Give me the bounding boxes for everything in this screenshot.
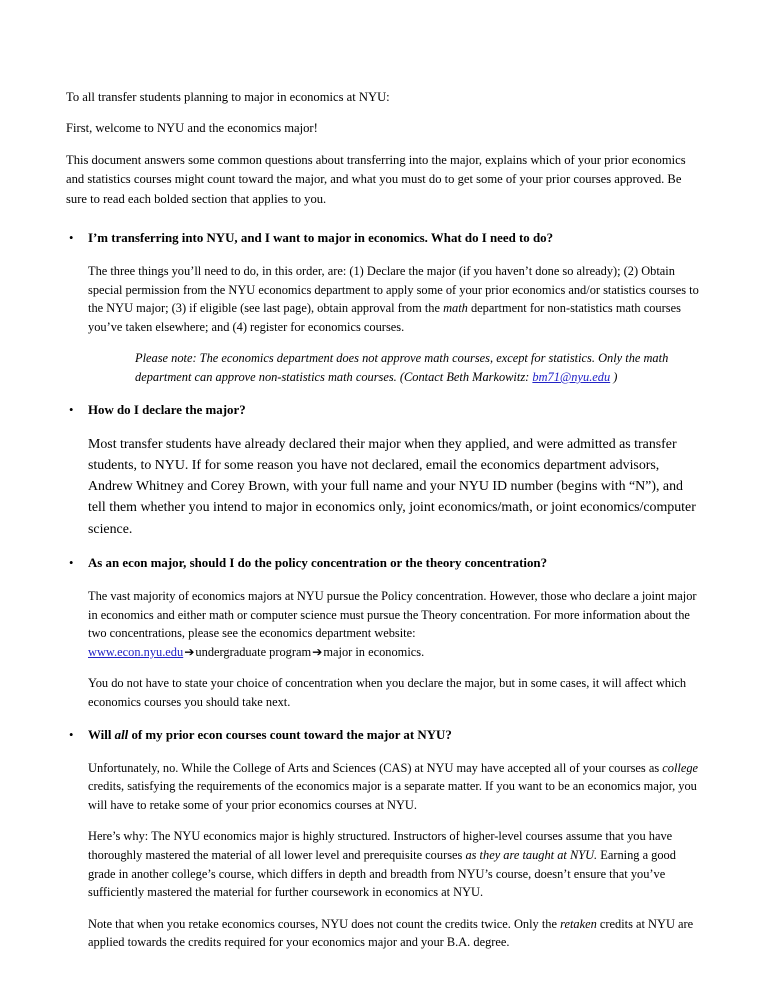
para1-text-post: credits, satisfying the requirements of the economics major is a separate matter. If you want to be an economics major, you will have to retake some of your prior economics courses at NYU. — [88, 779, 697, 812]
bullet-icon: • — [69, 231, 74, 246]
intro-line-1: To all transfer students planning to major in economics at NYU: — [66, 90, 390, 104]
paragraph-heres-why — [88, 827, 702, 901]
section-body-concentration — [88, 587, 702, 712]
para3-text-pre: Note that when you retake economics courses, NYU does not count the credits twice. Only the — [88, 916, 561, 931]
paragraph-three-things — [88, 262, 702, 336]
paragraph-text-part-2: department for non-statistics math courses you’ve taken elsewhere; and (4) register for economics courses. — [88, 301, 681, 334]
section-policy-or-theory — [66, 554, 702, 712]
section-spacer-3 — [66, 716, 702, 726]
paragraph-concentrations — [88, 587, 702, 661]
bullet-row-concentration — [66, 554, 702, 573]
intro-paragraph: This document answers some common questions about transferring into the major, explains which of your prior economics and statistics courses might count toward the major, and what you must do to get some of your prior courses approved. Be sure to read each bolded section that applies to you. — [66, 152, 686, 206]
arrow-right-icon-2: ➔ — [312, 644, 323, 659]
document-content — [66, 88, 702, 956]
section-body-transferring — [88, 262, 702, 387]
section-declare-the-major — [66, 401, 702, 540]
paragraph-retake-credits — [88, 915, 702, 952]
bullet-row-transferring — [66, 229, 702, 248]
section-spacer-1 — [66, 391, 702, 401]
bullet-icon: • — [69, 556, 74, 571]
paragraph-choice-of-concentration: You do not have to state your choice of concentration when you declare the major, but in some cases, it will affect which economics courses you should take next. — [88, 676, 687, 710]
emphasis-as-taught-at-nyu: as they are taught at NYU. — [465, 848, 598, 863]
intro-line-2: First, welcome to NYU and the economics major! — [66, 121, 318, 136]
bullet-row-prior-courses — [66, 726, 702, 745]
para2-text-pre: Here’s why: The NYU economics major is highly structured. Instructors of higher-level courses assume that you have thoroughly mastered the material of all lower level and prerequisite courses — [88, 829, 673, 863]
bullet-icon: • — [69, 402, 74, 417]
para1-text-pre: Unfortunately, no. While the College of Arts and Sciences (CAS) at NYU may have accepted all of your courses as — [88, 760, 663, 775]
section-heading-transferring: I’m transferring into NYU, and I want to major in economics. What do I need to do? — [88, 231, 554, 246]
arrow-right-icon-1: ➔ — [184, 644, 195, 659]
nav-path-step-1: undergraduate program — [195, 644, 312, 659]
please-note-block — [135, 349, 702, 386]
please-note-text — [135, 349, 702, 386]
emphasis-college: college — [662, 760, 699, 775]
section-heading-concentration: As an econ major, should I do the policy concentration or the theory concentration? — [88, 556, 548, 571]
website-link-econ-nyu[interactable]: www.econ.nyu.edu — [88, 644, 184, 659]
heading-text-pre: Will — [88, 727, 115, 742]
section-prior-courses-count — [66, 726, 702, 952]
heading-text-post: of my prior econ courses count toward the major at NYU? — [128, 727, 452, 742]
para2-text-post: Earning a good grade in another college’s course, which differs in depth and breadth from NYU’s course, doesn’t ensure that you’ve sufficiently mastered the material for further coursework in economics at NYU. — [88, 848, 676, 900]
paragraph-text-part-1: The three things you’ll need to do, in this order, are: (1) Declare the major (if you haven’t done so already); (2) Obtain special permission from the NYU economics department to apply some of your prior economics and/or statistics courses to the NYU major; (3) if eligible (see last page), obtain approval from the — [88, 264, 699, 316]
note-text-pre: Please note: The economics department does not approve math courses, except for statistics. Only the math department can approve non-statistics math courses. (Contact Beth Markowitz: — [135, 351, 669, 384]
para3-text-post: credits at NYU are applied towards the credits required for your economics major and your B.A. degree. — [88, 916, 694, 950]
nav-path-step-2: major in economics. — [323, 644, 425, 659]
email-link-markowitz[interactable]: bm71@nyu.edu — [532, 370, 611, 384]
note-text-post: ) — [610, 370, 618, 384]
section-transferring-into-nyu — [66, 229, 702, 387]
heading-emphasis-all: all — [114, 727, 129, 742]
emphasis-math: math — [443, 301, 468, 316]
section-body-prior-courses — [88, 759, 702, 952]
section-spacer-2 — [66, 544, 702, 554]
paragraph-declare-major: Most transfer students have already declared their major when they applied, and were admitted as transfer students, to NYU. If for some reason you have not declared, email the economics department advisors, Andrew Whitney and Corey Brown, with your full name and your NYU ID number (begins with “N”), and tell them whether you intend to major in economics only, joint economics/math, or joint economics/computer science. — [88, 436, 696, 537]
bullet-icon: • — [69, 727, 74, 742]
section-heading-declare: How do I declare the major? — [88, 402, 246, 417]
emphasis-retaken: retaken — [560, 916, 597, 931]
paragraph-unfortunately-no — [88, 759, 702, 815]
concentration-text: The vast majority of economics majors at NYU pursue the Policy concentration. However, those who declare a joint major in economics and either math or computer science must pursue the Theory concentration. For more information about the two concentrations, please see the economics department website: — [88, 589, 697, 641]
section-body-declare — [88, 434, 702, 540]
section-heading-prior-courses — [88, 726, 702, 745]
bullet-row-declare — [66, 401, 702, 420]
